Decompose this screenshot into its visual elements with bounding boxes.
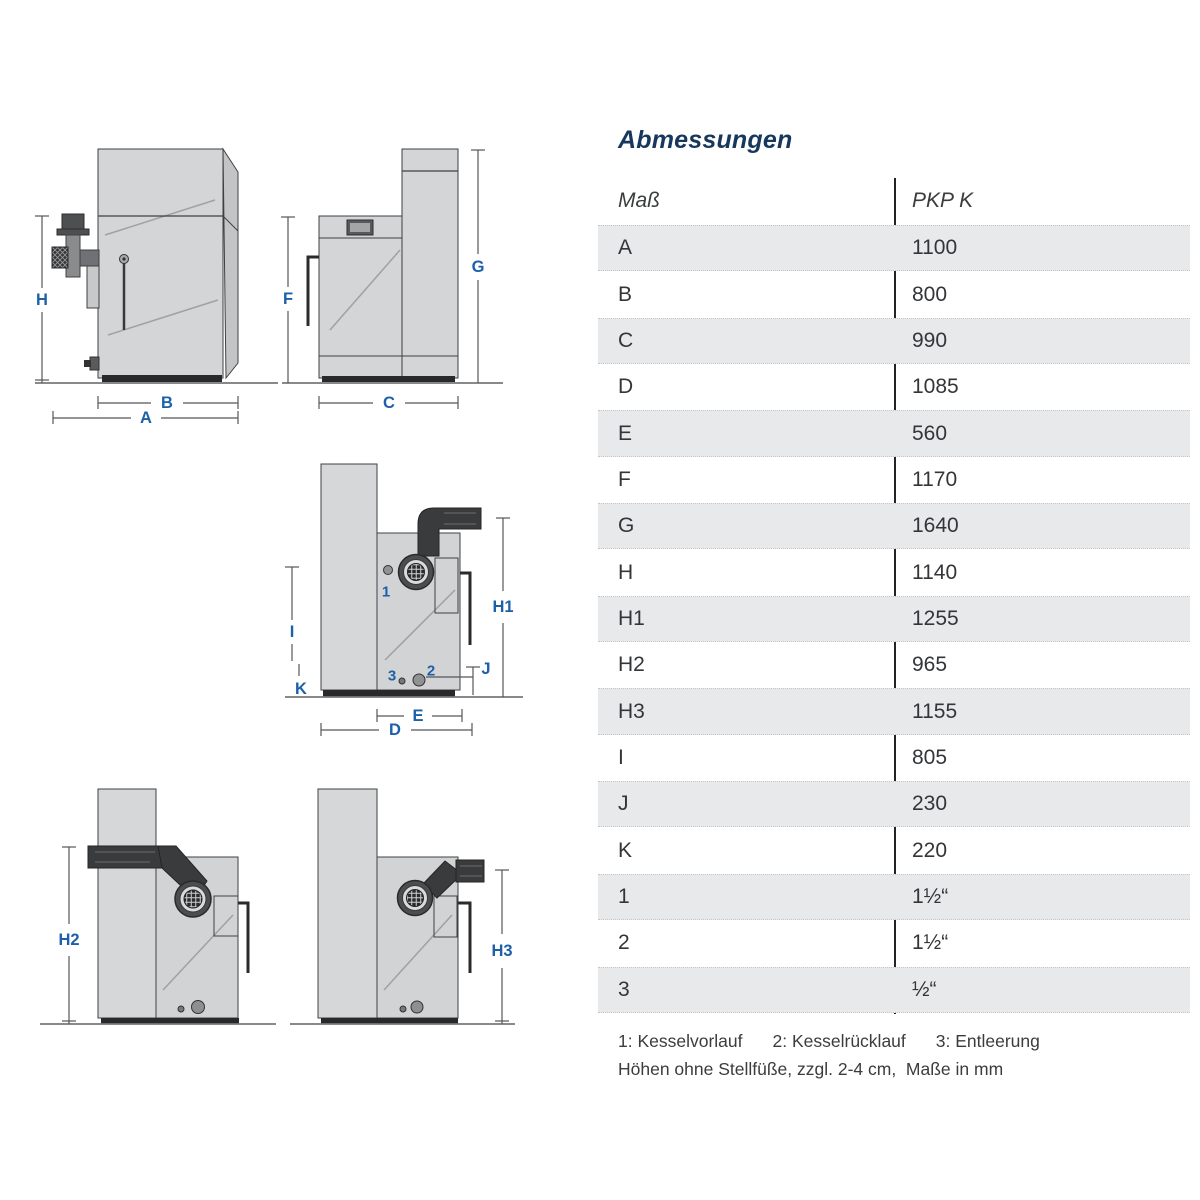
dim-cell: I: [618, 745, 624, 769]
value-cell: 965: [912, 653, 948, 677]
value-cell: 1½“: [912, 884, 949, 908]
dim-label-H: H: [36, 291, 48, 309]
dim-cell: H2: [618, 653, 645, 677]
dim-cell: F: [618, 467, 631, 491]
door-handle: [460, 573, 470, 645]
table-row: [598, 827, 1190, 873]
door-handle: [238, 903, 248, 973]
table-row: [598, 410, 1190, 456]
connection-1: [384, 566, 393, 575]
table-row: [598, 967, 1190, 1013]
legend-item: 1: Kesselvorlauf: [618, 1031, 743, 1051]
dim-label-K: K: [295, 680, 307, 698]
dim-cell: C: [618, 328, 634, 352]
pellet-hopper: [318, 789, 377, 1018]
drain-stub: [90, 357, 99, 370]
connection-legend: [618, 1031, 1040, 1052]
pellet-hopper: [402, 149, 458, 378]
dim-label-H1: H1: [492, 598, 514, 616]
door-handle: [458, 903, 470, 973]
boiler-side-face: [223, 149, 238, 378]
base-plinth: [102, 375, 222, 382]
column-header-model: PKP K: [912, 189, 974, 212]
dim-cell: D: [618, 375, 634, 399]
pellet-hopper: [98, 789, 156, 1018]
connection-2: [192, 1001, 205, 1014]
fan: [175, 881, 211, 917]
dim-cell: A: [618, 236, 633, 260]
boiler-body: [319, 216, 402, 378]
dim-cell: E: [618, 421, 633, 445]
dim-cell: H1: [618, 606, 645, 630]
value-cell: 1170: [912, 467, 958, 491]
value-cell: 1140: [912, 560, 958, 584]
dim-label-A: A: [140, 409, 152, 425]
dim-cell: H3: [618, 699, 645, 723]
table-row: [598, 874, 1190, 920]
connection-2: [413, 674, 425, 686]
dim-label-E: E: [412, 707, 424, 725]
table-row: [598, 781, 1190, 827]
boiler-front-face: [98, 149, 223, 378]
front-view-diagram: [30, 135, 280, 425]
value-cell: 990: [912, 328, 948, 352]
base-plinth: [322, 376, 455, 382]
port-label-1: 1: [381, 583, 391, 601]
dimensions-table: [598, 225, 1190, 1013]
port-label-3: 3: [387, 667, 397, 685]
dim-label-H3: H3: [491, 942, 513, 960]
side-panel: [87, 262, 99, 308]
duct-left-view-diagram: [35, 775, 280, 1070]
table-row: [598, 688, 1190, 734]
door-handle: [308, 257, 319, 326]
value-cell: 800: [912, 282, 948, 306]
table-row: [598, 225, 1190, 271]
fan: [399, 555, 434, 590]
port-label-2: 2: [426, 662, 436, 680]
rear-view-diagram: [275, 450, 530, 760]
dim-cell: 3: [618, 977, 630, 1001]
dim-cell: J: [618, 792, 629, 816]
table-row: [598, 271, 1190, 317]
fan: [398, 881, 433, 916]
side-view-diagram: [280, 135, 505, 425]
page-title: Abmessungen: [618, 126, 793, 154]
value-cell: 230: [912, 792, 948, 816]
duct-right-view-diagram: [283, 775, 523, 1070]
table-row: [598, 920, 1190, 966]
table-row: [598, 596, 1190, 642]
dim-label-H2: H2: [58, 931, 80, 949]
dim-label-J: J: [481, 660, 491, 678]
dim-cell: H: [618, 560, 634, 584]
table-row: [598, 364, 1190, 410]
dim-label-I: I: [289, 623, 295, 641]
table-row: [598, 503, 1190, 549]
legend-item: 2: Kesselrücklauf: [772, 1031, 906, 1051]
table-row: [598, 318, 1190, 364]
column-header-mass: Maß: [618, 189, 660, 212]
measurement-note: Höhen ohne Stellfüße, zzgl. 2-4 cm, Maße in mm: [618, 1059, 1004, 1079]
table-row: [598, 642, 1190, 688]
value-cell: 1155: [912, 699, 958, 723]
legend-item: 3: Entleerung: [935, 1031, 1040, 1051]
dim-label-B: B: [161, 394, 173, 412]
connection-3: [399, 678, 405, 684]
value-cell: 1255: [912, 606, 959, 630]
pellet-hopper: [321, 464, 377, 690]
value-cell: 1085: [912, 375, 959, 399]
connection-3: [400, 1006, 406, 1012]
value-cell: 1½“: [912, 931, 949, 955]
dim-cell: B: [618, 282, 633, 306]
dim-cell: 2: [618, 931, 630, 955]
footnotes: [618, 1031, 1040, 1080]
dim-label-G: G: [471, 258, 485, 276]
table-row: [598, 549, 1190, 595]
dim-label-D: D: [389, 721, 401, 739]
connection-3: [178, 1006, 184, 1012]
base-plinth: [323, 690, 455, 697]
value-cell: 560: [912, 421, 948, 445]
value-cell: 1100: [912, 236, 958, 260]
dim-label-F: F: [282, 290, 294, 308]
dim-cell: 1: [618, 884, 630, 908]
value-cell: 805: [912, 745, 948, 769]
value-cell: 1640: [912, 514, 959, 538]
value-cell: ½“: [912, 977, 937, 1001]
table-row: [598, 735, 1190, 781]
value-cell: 220: [912, 838, 948, 862]
dim-label-C: C: [383, 394, 395, 412]
flue-duct: [88, 846, 162, 868]
dim-cell: G: [618, 514, 635, 538]
dim-cell: K: [618, 838, 633, 862]
table-row: [598, 457, 1190, 503]
connection-2: [411, 1001, 423, 1013]
